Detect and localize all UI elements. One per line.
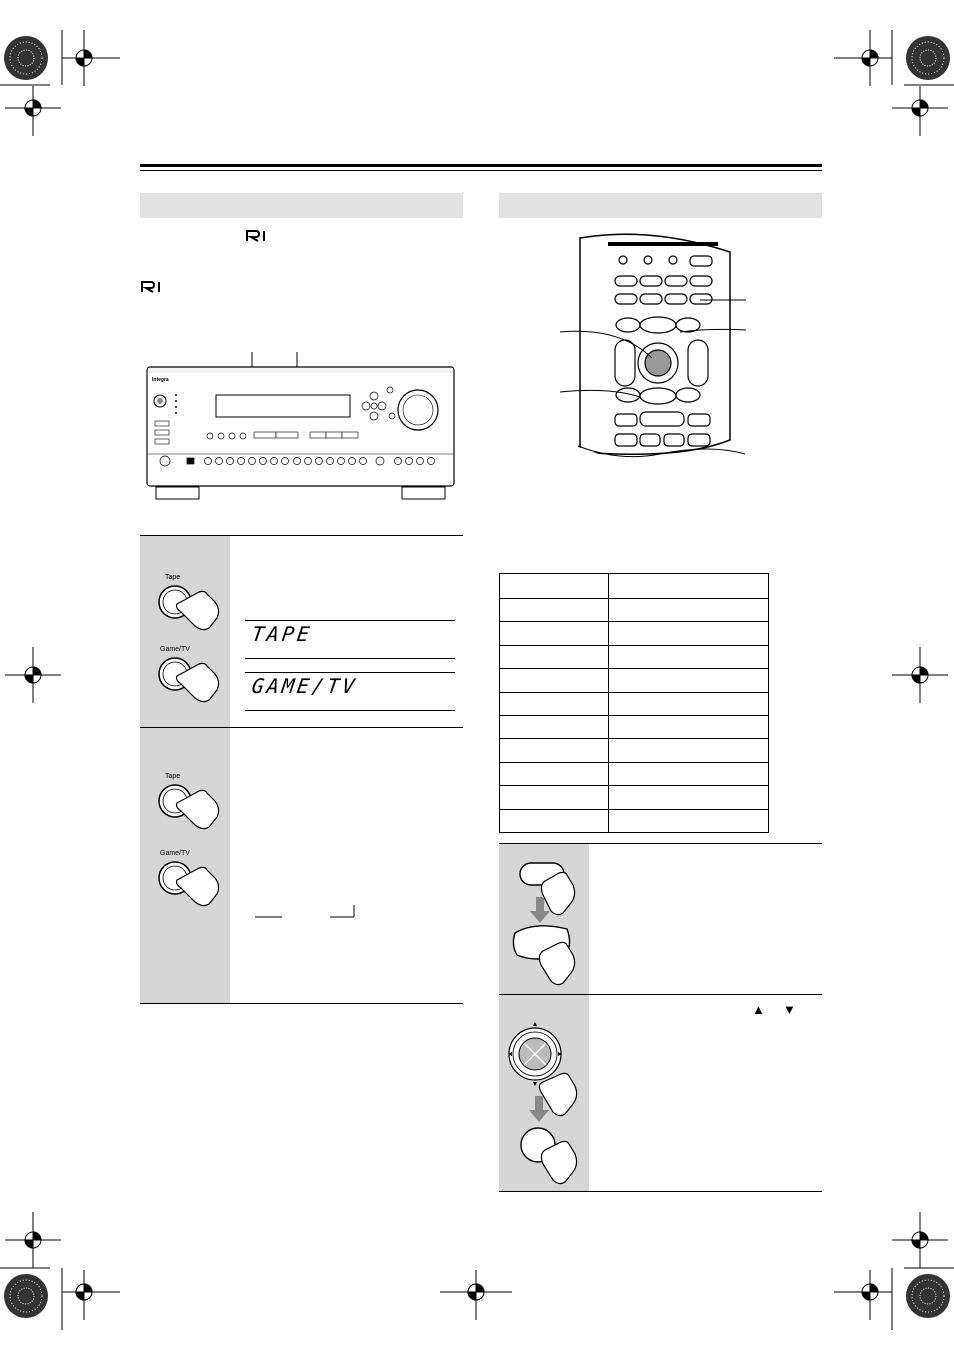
table-row	[500, 739, 769, 762]
display-rule	[245, 658, 455, 659]
connection-bracket	[250, 905, 360, 925]
crosshair-11	[834, 1270, 892, 1320]
display-tape: TAPE	[250, 622, 314, 646]
display-game-tv: GAME/TV	[250, 674, 359, 698]
crosshair-10	[440, 1270, 512, 1320]
crosshair-5	[5, 647, 61, 703]
tape-button-press-icon	[155, 781, 230, 831]
crosshair-9	[62, 1270, 120, 1320]
game-tv-button-press-icon	[155, 654, 230, 704]
table-row	[500, 599, 769, 622]
display-rule	[245, 620, 455, 621]
crosshair-2	[834, 30, 892, 86]
table-header-row	[500, 574, 769, 599]
table-row	[500, 669, 769, 692]
table-row	[500, 809, 769, 832]
crosshair-1	[62, 30, 120, 86]
table-row	[500, 715, 769, 738]
cursor-pad-press-icon	[505, 1012, 589, 1190]
input-table	[499, 573, 769, 833]
tape-button-label: Tape	[165, 773, 181, 780]
table-row	[500, 786, 769, 809]
crosshair-6	[892, 647, 948, 703]
sunburst-top-left	[4, 36, 48, 80]
left-steps-bottom-rule	[140, 1003, 463, 1004]
tape-button-press-icon	[155, 582, 230, 632]
crosshair-7	[5, 1212, 61, 1268]
ri-icon	[245, 229, 269, 243]
display-rule	[245, 710, 455, 711]
ri-icon	[140, 280, 164, 294]
table-row	[500, 645, 769, 668]
table-row	[500, 622, 769, 645]
crosshair-4	[892, 86, 948, 136]
game-tv-button-label: Game/TV	[160, 850, 190, 857]
crosshair-8	[892, 1212, 948, 1268]
down-arrow-icon: ▼	[783, 1002, 796, 1017]
table-row	[500, 692, 769, 715]
sunburst-bottom-left	[4, 1274, 48, 1318]
right-steps-bottom-rule	[499, 1191, 822, 1192]
remote-control-illustration	[560, 232, 750, 462]
game-tv-button-press-icon	[155, 858, 230, 908]
game-tv-button-label: Game/TV	[160, 646, 190, 653]
button-press-icon	[505, 855, 585, 990]
table-row	[500, 762, 769, 785]
header-rule	[140, 164, 822, 167]
header-rule-thin	[140, 170, 822, 171]
receiver-front-panel	[140, 350, 460, 505]
section-band-left	[140, 193, 463, 218]
sunburst-bottom-right	[906, 1274, 950, 1318]
section-band-right	[499, 193, 822, 218]
sunburst-top-right	[906, 36, 950, 80]
display-rule	[245, 672, 455, 673]
tape-button-label: Tape	[165, 574, 181, 581]
up-arrow-icon: ▲	[752, 1002, 765, 1017]
crosshair-3	[5, 86, 61, 136]
brand-logo: Integra	[152, 377, 169, 383]
